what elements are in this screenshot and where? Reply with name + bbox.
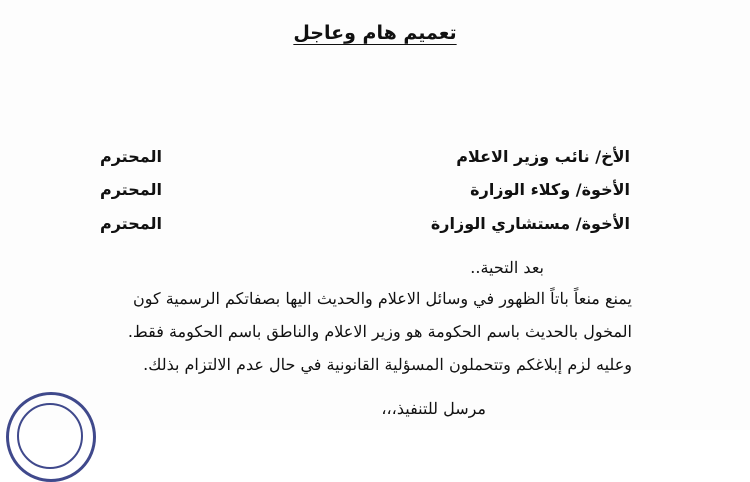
official-stamp bbox=[6, 392, 96, 482]
recipient-row bbox=[100, 147, 630, 173]
recipient-name: الأخوة/ مستشاري الوزارة bbox=[430, 214, 630, 233]
recipient-row bbox=[100, 214, 630, 240]
body-line: يمنع منعاً باتاً الظهور في وسائل الاعلام والحديث اليها بصفاتكم الرسمية كون bbox=[133, 289, 632, 308]
body-line: المخول بالحديث باسم الحكومة هو وزير الاعلام والناطق باسم الحكومة فقط. bbox=[127, 322, 632, 341]
recipient-row bbox=[100, 180, 630, 206]
signoff: مرسل للتنفيذ،،، bbox=[381, 399, 486, 418]
recipient-honorific: المحترم bbox=[100, 147, 162, 166]
document-title: تعميم هام وعاجل bbox=[293, 22, 457, 44]
recipient-name: الأخوة/ وكلاء الوزارة bbox=[470, 180, 630, 199]
greeting: بعد التحية.. bbox=[470, 258, 544, 277]
stamp-inner-ring bbox=[17, 403, 83, 469]
recipient-honorific: المحترم bbox=[100, 214, 162, 233]
body-line: وعليه لزم إبلاغكم وتتحملون المسؤلية القانونية في حال عدم الالتزام بذلك. bbox=[143, 355, 632, 374]
recipient-name: الأخ/ نائب وزير الاعلام bbox=[456, 147, 630, 166]
recipient-honorific: المحترم bbox=[100, 180, 162, 199]
